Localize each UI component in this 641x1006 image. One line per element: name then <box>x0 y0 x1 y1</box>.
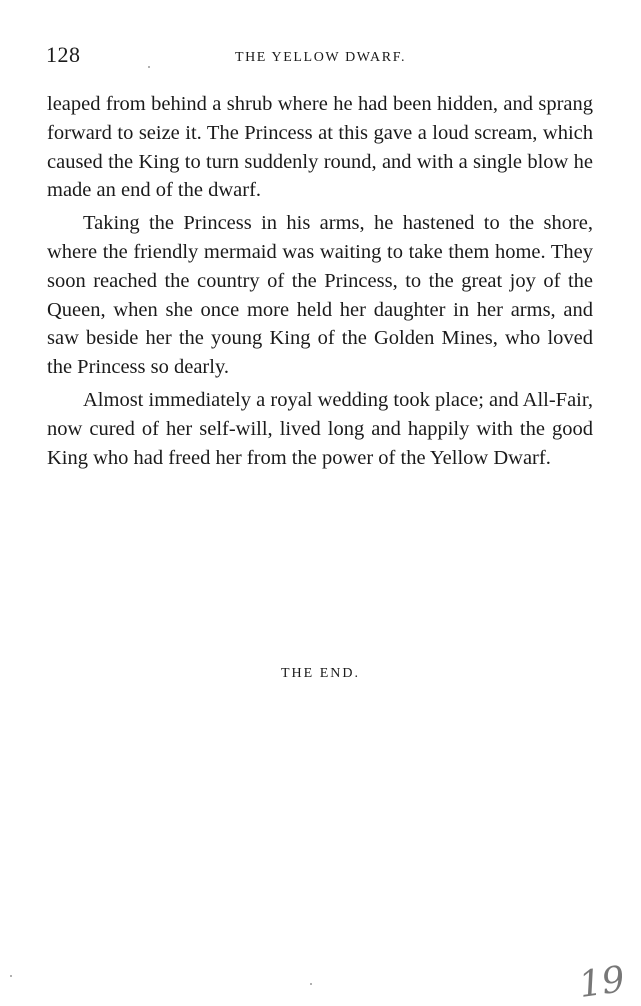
handwritten-mark: 19 <box>576 959 628 1006</box>
paper-speck <box>10 975 12 977</box>
paragraph-2: Taking the Princess in his arms, he hastened to the shore, where the friendly mermaid was waiting to take them home. They soon reached the country of the Princess, to the great joy of the Queen, when she once more held her daughter in her arms, and saw beside her the young King of the Golden Mines, who loved the Princess so dearly. <box>47 212 593 379</box>
the-end-label: THE END. <box>281 666 360 681</box>
paper-speck <box>310 983 312 985</box>
paragraph-1: leaped from behind a shrub where he had been hidden, and sprang forward to seize it. The Princess at this gave a loud scream, which caused the King to turn suddenly round, and with a single blow he made an end of the dwarf. <box>47 93 593 202</box>
page-number: 128 <box>46 42 81 67</box>
paper-speck <box>148 66 150 68</box>
paragraph-3: Almost immediately a royal wedding took place; and All-Fair, now cured of her self-will, lived long and happily with the good King who had freed her from the power of the Yellow Dwarf. <box>47 388 593 469</box>
body-text <box>47 90 593 476</box>
running-title: THE YELLOW DWARF. <box>234 50 407 65</box>
